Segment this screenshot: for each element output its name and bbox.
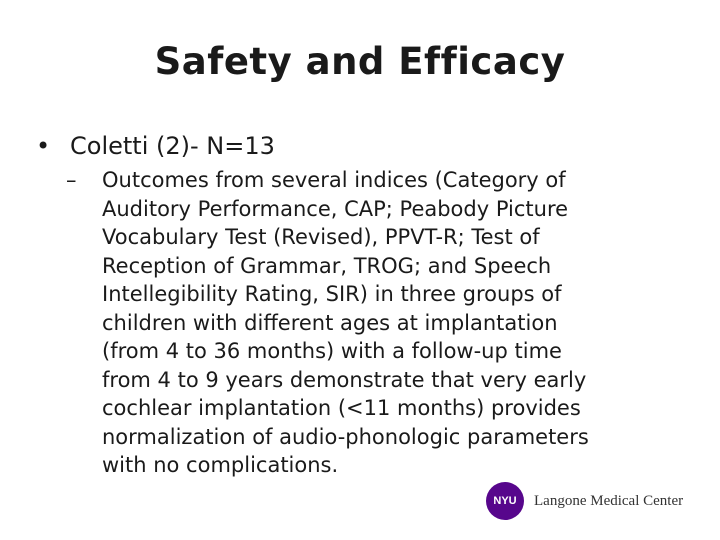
bullet-text: Coletti (2)- N=13 bbox=[70, 132, 275, 160]
sub-bullet-line: from 4 to 9 years demonstrate that very early bbox=[102, 367, 587, 392]
sub-bullet-line: Outcomes from several indices (Category of bbox=[102, 168, 566, 192]
bullet-marker: • bbox=[36, 132, 51, 160]
sub-bullet-text bbox=[102, 166, 706, 480]
sub-bullet-item bbox=[66, 166, 706, 480]
sub-bullet-line: (from 4 to 36 months) with a follow-up time bbox=[102, 339, 562, 363]
nyu-langone-logo bbox=[486, 481, 683, 521]
sub-bullet-line: Vocabulary Test (Revised), PPVT-R; Test of bbox=[102, 225, 540, 249]
logo-org-name: Langone Medical Center bbox=[534, 492, 684, 509]
sub-bullet-line: cochlear implantation (<11 months) provides bbox=[102, 396, 581, 420]
sub-bullet-line: Reception of Grammar, TROG; and Speech bbox=[102, 253, 552, 278]
sub-bullet-marker: – bbox=[66, 168, 77, 192]
sub-bullet-line: with no complications. bbox=[102, 453, 339, 477]
bullet-item bbox=[36, 130, 275, 162]
nyu-badge-logo: NYU bbox=[486, 482, 524, 520]
sub-bullet-line: normalization of audio-phonologic parameters bbox=[102, 424, 589, 449]
sub-bullet-line: Intellegibility Rating, SIR) in three groups of bbox=[102, 282, 562, 306]
sub-bullet-line: Auditory Performance, CAP; Peabody Picture bbox=[102, 196, 569, 221]
slide-title: Safety and Efficacy bbox=[154, 40, 566, 83]
sub-bullet-line: children with different ages at implantation bbox=[102, 310, 558, 335]
